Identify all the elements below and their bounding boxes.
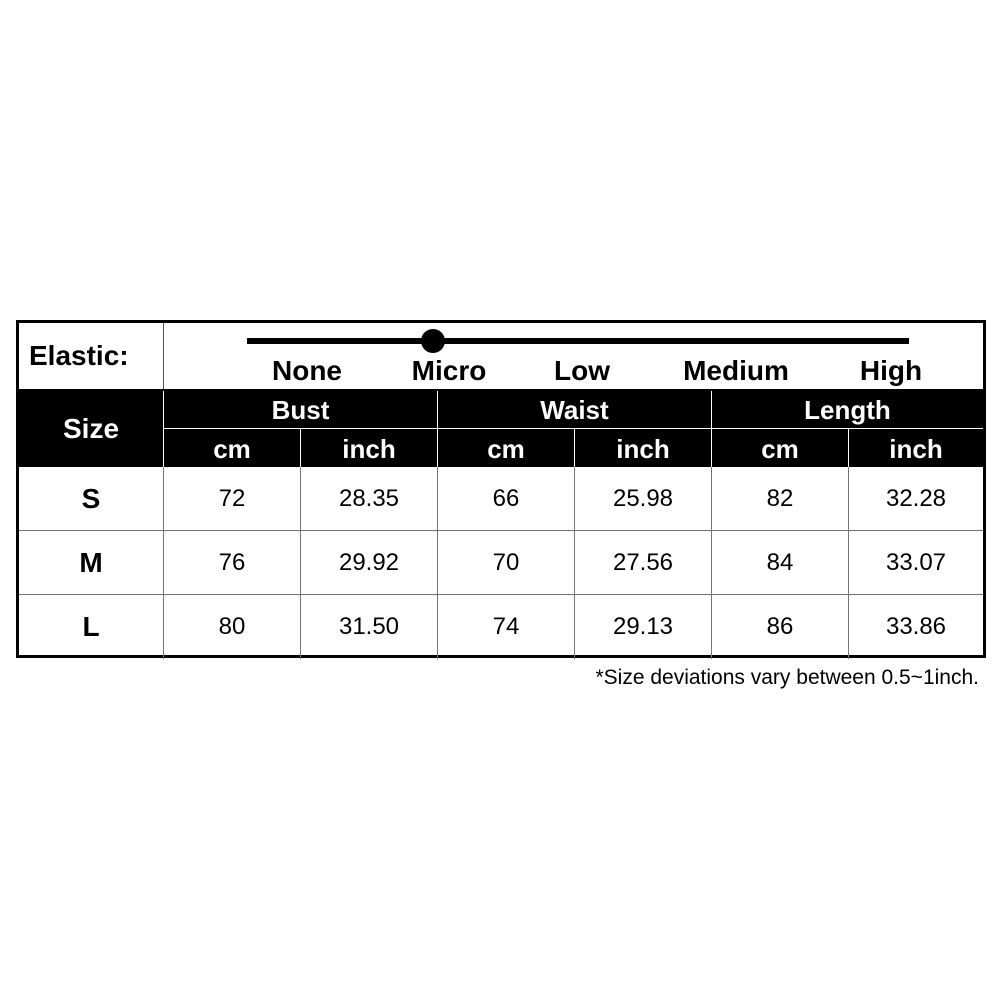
waist-inch-cell: 29.13 xyxy=(575,595,712,659)
bust-cm-cell: 76 xyxy=(164,531,301,595)
waist-inch-cell: 25.98 xyxy=(575,467,712,531)
elastic-option-none: None xyxy=(272,355,342,386)
elastic-option-low: Low xyxy=(554,355,610,386)
length-cm-cell: 82 xyxy=(712,467,849,531)
elastic-option-high: High xyxy=(859,355,923,386)
length-inch-cell: 33.86 xyxy=(885,613,947,640)
waist-cm-cell: 66 xyxy=(438,467,575,531)
size-cell: M xyxy=(19,531,164,595)
size-chart xyxy=(16,320,986,658)
size-header: Size xyxy=(19,391,164,467)
size-cell: L xyxy=(19,595,164,659)
waist-inch-header: inch xyxy=(575,429,712,467)
table-row xyxy=(19,595,983,659)
bust-inch-cell: 29.92 xyxy=(301,531,438,595)
size-cell: S xyxy=(19,467,164,531)
size-deviation-note: *Size deviations vary between 0.5~1inch. xyxy=(595,666,979,689)
length-cm-cell: 84 xyxy=(712,531,849,595)
bust-inch-cell: 31.50 xyxy=(301,595,438,659)
table-row xyxy=(19,531,983,595)
bust-header: Bust xyxy=(164,391,438,429)
bust-cm-header: cm xyxy=(164,429,301,467)
length-cm-cell: 86 xyxy=(712,595,849,659)
elastic-option-medium: Medium xyxy=(683,355,789,386)
table-row xyxy=(19,467,983,531)
bust-inch-header: inch xyxy=(301,429,438,467)
waist-cm-cell: 70 xyxy=(438,531,575,595)
waist-header: Waist xyxy=(438,391,712,429)
waist-cm-cell: 74 xyxy=(438,595,575,659)
elastic-label: Elastic: xyxy=(19,323,164,389)
bust-cm-cell: 72 xyxy=(164,467,301,531)
bust-inch-cell: 28.35 xyxy=(301,467,438,531)
elastic-indicator-dot xyxy=(421,329,445,353)
elastic-scale-labels xyxy=(164,353,983,389)
length-header: Length xyxy=(712,391,983,429)
bust-cm-cell: 80 xyxy=(164,595,301,659)
length-inch-header: inch xyxy=(889,434,943,464)
elastic-option-micro: Micro xyxy=(411,355,487,386)
length-cm-header: cm xyxy=(712,429,849,467)
length-inch-cell: 32.28 xyxy=(885,485,947,512)
waist-inch-cell: 27.56 xyxy=(575,531,712,595)
elastic-row xyxy=(19,323,983,391)
length-inch-cell: 33.07 xyxy=(885,549,947,576)
waist-cm-header: cm xyxy=(438,429,575,467)
elastic-scale-line xyxy=(247,338,909,344)
table-header xyxy=(19,391,983,467)
